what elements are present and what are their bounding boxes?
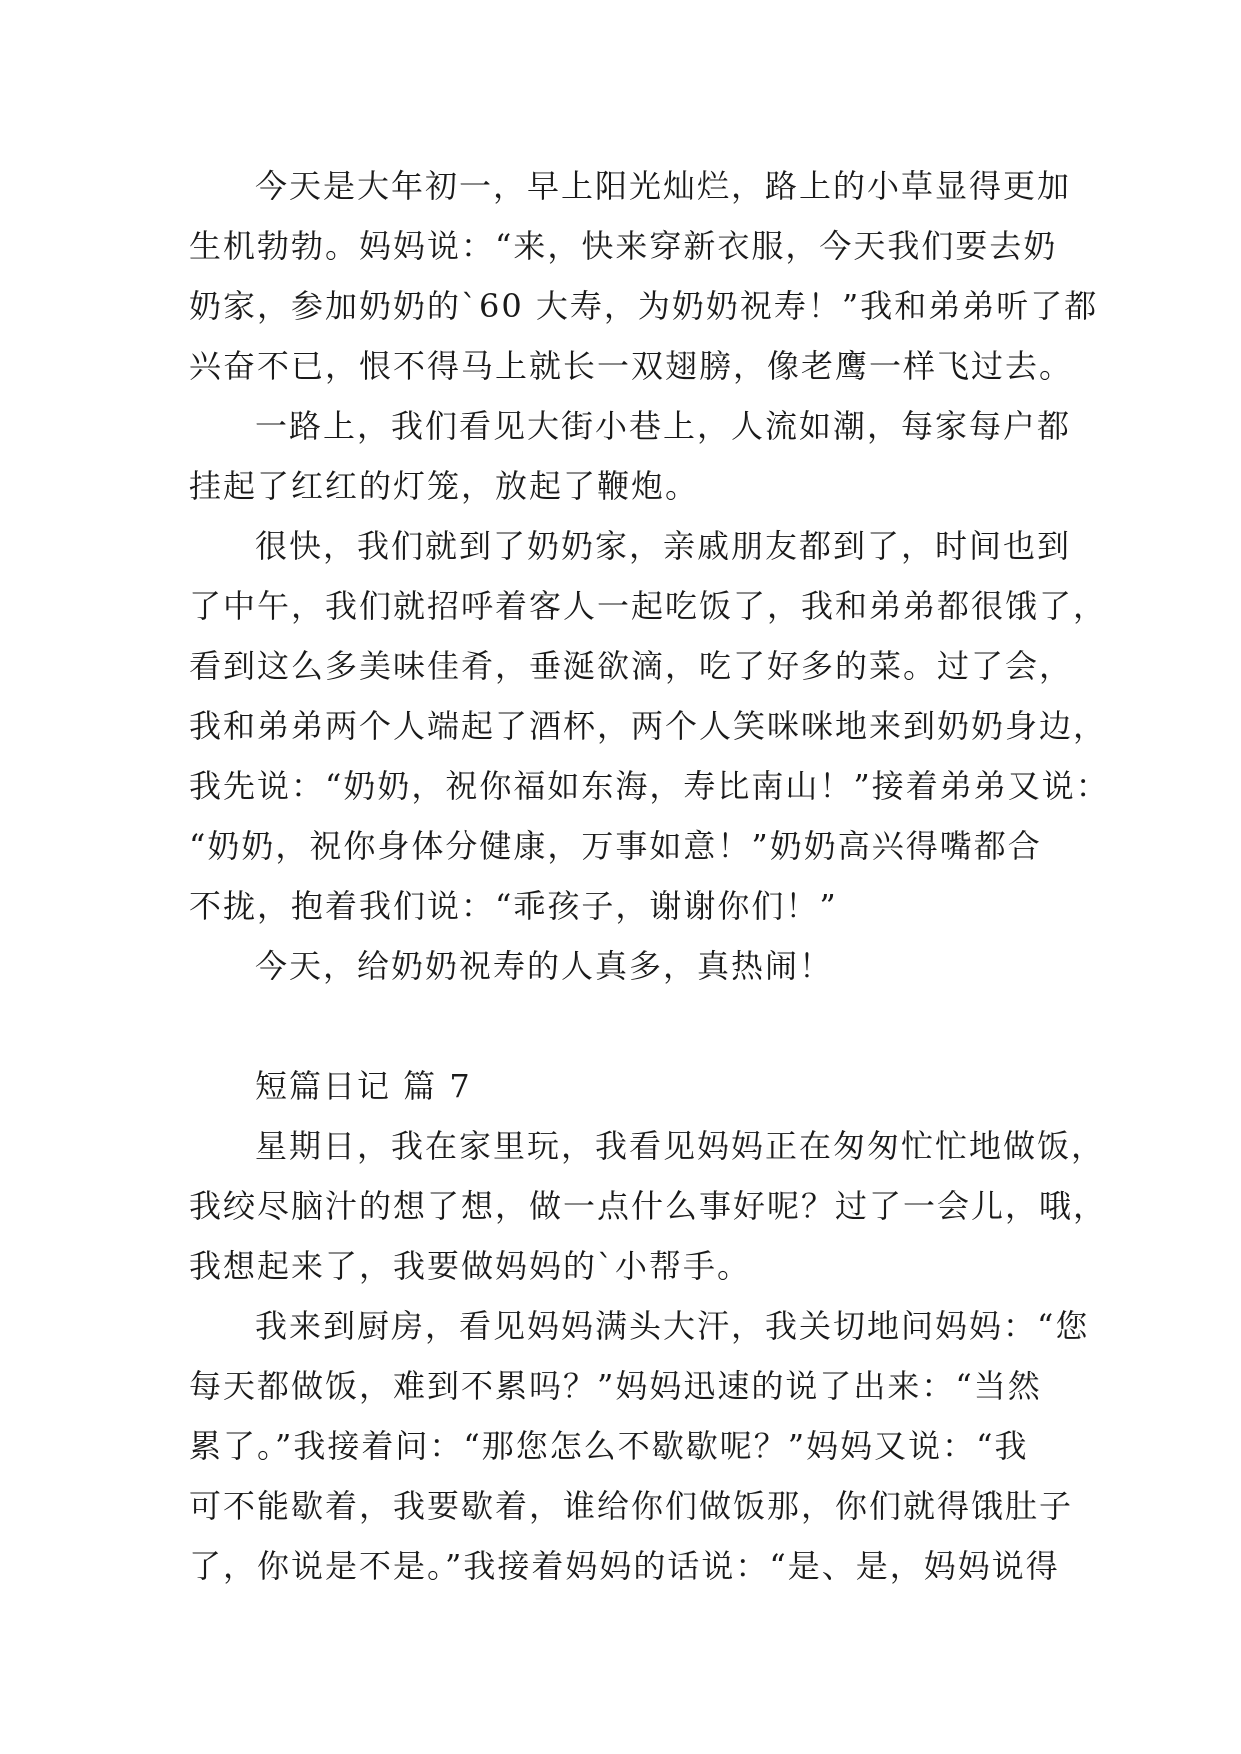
paragraph-line: 今天是大年初一，早上阳光灿烂，路上的小草显得更加 (255, 167, 1072, 205)
paragraph-line: 可不能歇着，我要歇着，谁给你们做饭那，你们就得饿肚子 (189, 1487, 1074, 1525)
paragraph-line: 挂起了红红的灯笼，放起了鞭炮。 (189, 467, 700, 505)
paragraph-line: 我和弟弟两个人端起了酒杯，两个人笑咪咪地来到奶奶身边， (189, 707, 1108, 745)
paragraph-line: 我绞尽脑汁的想了想，做一点什么事好呢？过了一会儿，哦， (189, 1187, 1108, 1225)
paragraph-line: 一路上，我们看见大街小巷上，人流如潮，每家每户都 (255, 407, 1072, 445)
section-spacer (189, 996, 1059, 1056)
paragraph-line: 生机勃勃。妈妈说：“来，快来穿新衣服，今天我们要去奶 (189, 227, 1058, 265)
paragraph-line: 累了。”我接着问：“那您怎么不歇歇呢？”妈妈又说：“我 (189, 1427, 1029, 1465)
paragraph-line: 奶家，参加奶奶的`60 大寿，为奶奶祝寿！”我和弟弟听了都 (189, 287, 1099, 325)
section-heading: 短篇日记 篇 7 (255, 1067, 472, 1105)
paragraph-line: 很快，我们就到了奶奶家，亲戚朋友都到了，时间也到 (255, 527, 1072, 565)
document-body (189, 156, 1110, 1596)
paragraph-line: 了，你说是不是。”我接着妈妈的话说：“是、是，妈妈说得 (189, 1547, 1060, 1585)
paragraph-line: 我想起来了，我要做妈妈的`小帮手。 (189, 1247, 752, 1285)
paragraph-line: 不拢，抱着我们说：“乖孩子，谢谢你们！” (189, 887, 838, 925)
paragraph-line: 星期日，我在家里玩，我看见妈妈正在匆匆忙忙地做饭， (255, 1127, 1106, 1165)
paragraph-line: 我来到厨房，看见妈妈满头大汗，我关切地问妈妈：“您 (255, 1307, 1090, 1345)
paragraph-line: “奶奶，祝你身体分健康，万事如意！”奶奶高兴得嘴都合 (189, 827, 1042, 865)
paragraph-line: 我先说：“奶奶，祝你福如东海，寿比南山！”接着弟弟又说： (189, 767, 1110, 805)
paragraph-line: 每天都做饭，难到不累吗？”妈妈迅速的说了出来：“当然 (189, 1367, 1042, 1405)
paragraph-line: 看到这么多美味佳肴，垂涎欲滴，吃了好多的菜。过了会， (189, 647, 1074, 685)
paragraph-line: 今天，给奶奶祝寿的人真多，真热闹！ (255, 947, 834, 985)
paragraph-line: 了中午，我们就招呼着客人一起吃饭了，我和弟弟都很饿了， (189, 587, 1108, 625)
paragraph-line: 兴奋不已，恨不得马上就长一双翅膀，像老鹰一样飞过去。 (189, 347, 1074, 385)
